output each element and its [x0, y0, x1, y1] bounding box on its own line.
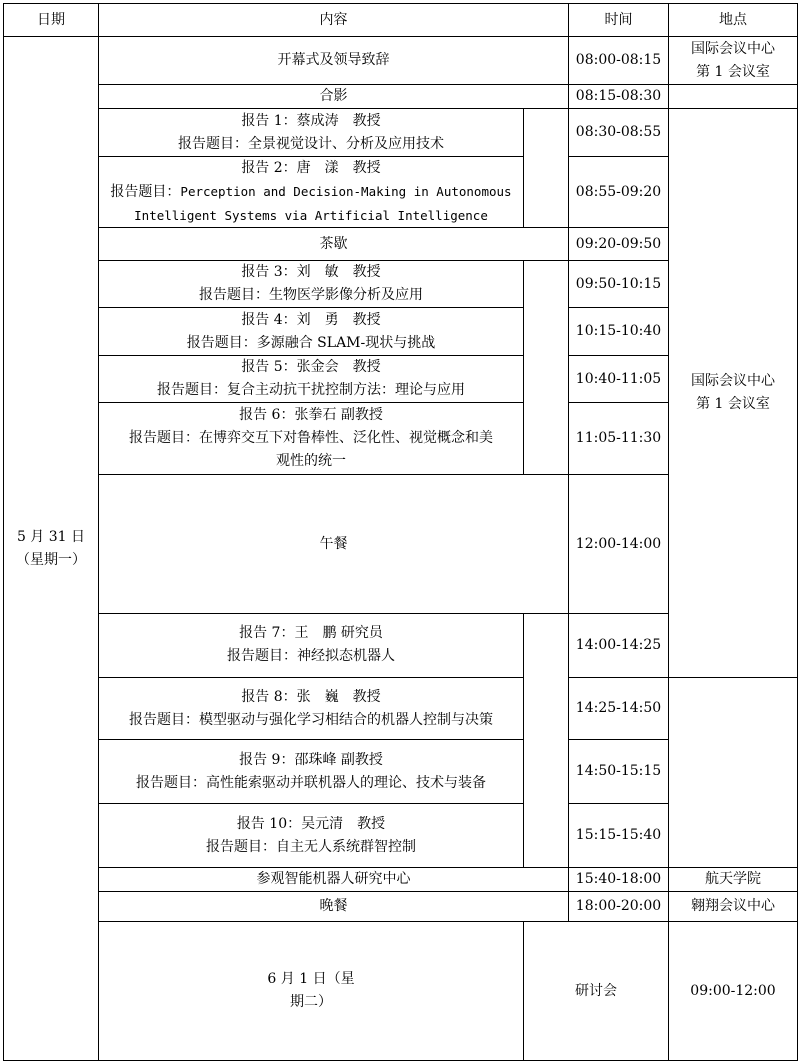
afternoon-empty-cell — [524, 614, 569, 868]
talk9-content: 报告 9：邵珠峰 副教授 报告题目：高性能索驱动并联机器人的理论、技术与装备 — [99, 740, 524, 804]
tea-time: 09:20-09:50 — [569, 228, 669, 261]
talk4-time: 10:15-10:40 — [569, 308, 669, 356]
talk3-time: 09:50-10:15 — [569, 261, 669, 308]
header-time: 时间 — [569, 4, 669, 37]
photo-time: 08:15-08:30 — [569, 85, 669, 109]
header-row — [4, 4, 798, 37]
talk7-time: 14:00-14:25 — [569, 614, 669, 678]
opening-time: 08:00-08:15 — [569, 37, 669, 85]
row-talk1 — [4, 109, 798, 157]
seminar-content: 研讨会 — [524, 922, 669, 1061]
header-location: 地点 — [669, 4, 798, 37]
talk5-time: 10:40-11:05 — [569, 356, 669, 403]
talk1-content: 报告 1：蔡成涛 教授 报告题目：全景视觉设计、分析及应用技术 — [99, 109, 524, 157]
row-opening — [4, 37, 798, 85]
row-visit — [4, 868, 798, 892]
schedule-table — [3, 3, 798, 1061]
opening-content: 开幕式及领导致辞 — [99, 37, 569, 85]
talk1-time: 08:30-08:55 — [569, 109, 669, 157]
talk8-time: 14:25-14:50 — [569, 677, 669, 740]
lunch-time: 12:00-14:00 — [569, 475, 669, 614]
visit-location: 航天学院 — [669, 868, 798, 892]
day2-date: 6 月 1 日（星 — [267, 971, 355, 987]
row-talk10 — [4, 804, 798, 868]
row-talk9 — [4, 740, 798, 804]
header-content: 内容 — [99, 4, 569, 37]
talk5-content: 报告 5：张金会 教授 报告题目：复合主动抗干扰控制方法：理论与应用 — [99, 356, 524, 403]
talk6-content: 报告 6：张拳石 副教授 报告题目：在博弈交互下对鲁棒性、泛化性、视觉概念和美 观性的统一 — [99, 403, 524, 475]
row-photo — [4, 85, 798, 109]
talk10-time: 15:15-15:40 — [569, 804, 669, 868]
header-date: 日期 — [4, 4, 99, 37]
row-seminar — [4, 922, 798, 1061]
morning-block2-empty-cell — [524, 261, 569, 475]
day2-weekday: 期二） — [290, 994, 332, 1010]
talk3-content: 报告 3：刘 敏 教授 报告题目：生物医学影像分析及应用 — [99, 261, 524, 308]
day1-date-cell — [4, 37, 99, 1061]
talk4-content: 报告 4：刘 勇 教授 报告题目：多源融合 SLAM-现状与挑战 — [99, 308, 524, 356]
visit-content: 参观智能机器人研究中心 — [99, 868, 569, 892]
photo-location-empty — [669, 85, 798, 109]
visit-time: 15:40-18:00 — [569, 868, 669, 892]
row-talk8 — [4, 677, 798, 740]
morning-location: 国际会议中心 第 1 会议室 — [669, 109, 798, 678]
morning-block1-empty-cell — [524, 109, 569, 228]
row-dinner — [4, 892, 798, 922]
lunch-content: 午餐 — [99, 475, 569, 614]
day1-date: 5 月 31 日 — [16, 528, 86, 545]
dinner-time: 18:00-20:00 — [569, 892, 669, 922]
talk2-content: 报告 2：唐 漾 教授 报告题目：Perception and Decision-Making in Autonomous Intelligent Systems via Artificial Intelligence — [99, 157, 524, 228]
tea-content: 茶歇 — [99, 228, 569, 261]
day1-weekday: （星期一） — [16, 551, 86, 568]
dinner-location: 翱翔会议中心 — [669, 892, 798, 922]
dinner-content: 晚餐 — [99, 892, 569, 922]
talk10-content: 报告 10：吴元清 教授 报告题目：自主无人系统群智控制 — [99, 804, 524, 868]
talk2-time: 08:55-09:20 — [569, 157, 669, 228]
talk6-time: 11:05-11:30 — [569, 403, 669, 475]
seminar-time: 09:00-12:00 — [669, 922, 798, 1061]
day2-date-cell — [99, 922, 524, 1061]
opening-location: 国际会议中心 第 1 会议室 — [669, 37, 798, 85]
talk9-time: 14:50-15:15 — [569, 740, 669, 804]
talk7-content: 报告 7：王 鹏 研究员 报告题目：神经拟态机器人 — [99, 614, 524, 678]
talk8-content: 报告 8：张 巍 教授 报告题目：模型驱动与强化学习相结合的机器人控制与决策 — [99, 677, 524, 740]
photo-content: 合影 — [99, 85, 569, 109]
